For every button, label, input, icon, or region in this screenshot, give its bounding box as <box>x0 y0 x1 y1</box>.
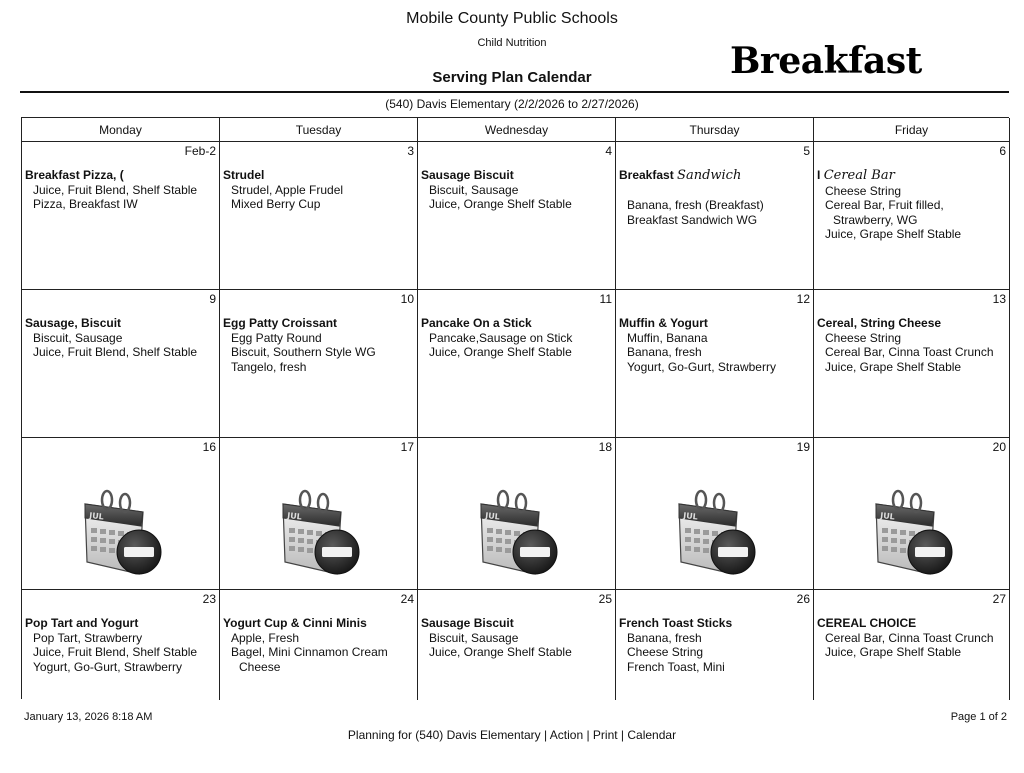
entree-name: Sausage Biscuit <box>421 616 514 630</box>
calendar-day-no-service <box>418 438 616 590</box>
calendar-closed-icon <box>79 472 163 578</box>
menu-item: Juice, Fruit Blend, Shelf Stable <box>33 345 198 359</box>
entree-name: CEREAL CHOICE <box>817 616 917 630</box>
calendar-day <box>22 590 220 700</box>
entree-name: Sausage, Biscuit <box>25 316 122 330</box>
day-number: 4 <box>605 144 612 158</box>
calendar-day <box>418 590 616 700</box>
calendar-closed-icon <box>277 472 361 578</box>
redaction-mark <box>124 170 182 181</box>
calendar-closed-icon <box>475 472 559 578</box>
handwritten-note: Cereal Bar <box>823 168 895 183</box>
menu-item: Strawberry, WG <box>833 212 918 227</box>
menu-item: Cereal Bar, Cinna Toast Crunch <box>825 345 994 359</box>
entree-name: Egg Patty Croissant <box>223 316 338 330</box>
weekday-header-monday: Monday <box>22 118 220 142</box>
day-number: 5 <box>803 144 810 158</box>
calendar-day <box>814 142 1010 290</box>
day-number: 23 <box>202 592 216 606</box>
day-number: 19 <box>796 440 810 454</box>
calendar-day <box>616 590 814 700</box>
menu-item: Apple, Fresh <box>231 630 300 645</box>
menu-item: Cheese String <box>627 645 704 659</box>
entree-name: Sausage Biscuit <box>421 168 514 182</box>
meal-type-label: Breakfast <box>730 40 922 82</box>
calendar-day <box>418 290 616 438</box>
entree-name: I Cereal Bar <box>817 168 895 183</box>
entree-name: Cereal, String Cheese <box>817 316 942 330</box>
menu-item: Banana, fresh <box>627 345 702 359</box>
calendar-day <box>220 290 418 438</box>
calendar-closed-icon <box>673 472 757 578</box>
entree-name: Breakfast Sandwich <box>619 168 742 183</box>
printed-timestamp: January 13, 2026 8:18 AM <box>24 711 153 723</box>
calendar-day <box>814 290 1010 438</box>
calendar-day-no-service <box>22 438 220 590</box>
weekday-header-friday: Friday <box>814 118 1010 142</box>
menu-item: Juice, Grape Shelf Stable <box>825 359 962 374</box>
weekday-header-thursday: Thursday <box>616 118 814 142</box>
page-indicator: Page 1 of 2 <box>950 711 1007 723</box>
day-number: 27 <box>992 592 1006 606</box>
calendar-day-no-service <box>220 438 418 590</box>
weekday-header-wednesday: Wednesday <box>418 118 616 142</box>
menu-item: Cereal Bar, Fruit filled, <box>825 198 944 212</box>
menu-item: Tangelo, fresh <box>231 359 307 374</box>
day-number: 6 <box>999 144 1006 158</box>
menu-item: Yogurt, Go-Gurt, Strawberry <box>627 359 776 374</box>
menu-item: Cheese String <box>825 183 902 198</box>
calendar-day <box>616 142 814 290</box>
entree-name: Yogurt Cup & Cinni Minis <box>223 616 367 630</box>
entree-name: French Toast Sticks <box>619 616 733 630</box>
serving-calendar <box>21 117 1009 699</box>
menu-item: Juice, Grape Shelf Stable <box>825 227 962 241</box>
menu-item: Cheese String <box>825 330 902 345</box>
menu-item: Cheese <box>239 659 281 674</box>
calendar-closed-icon <box>870 472 954 578</box>
menu-item: Juice, Orange Shelf Stable <box>429 345 572 359</box>
menu-item: Banana, fresh <box>627 630 702 645</box>
menu-item: Juice, Orange Shelf Stable <box>429 197 572 211</box>
day-number: 16 <box>202 440 216 454</box>
calendar-day <box>418 142 616 290</box>
entree-name: Pancake On a Stick <box>421 316 532 330</box>
department-name: Child Nutrition <box>477 37 547 49</box>
menu-item: Pizza, Breakfast IW <box>33 197 138 211</box>
entree-name: Breakfast Pizza, ( <box>25 168 217 183</box>
day-number: 12 <box>796 292 810 306</box>
calendar-day-no-service <box>814 438 1010 590</box>
entree-name: Muffin & Yogurt <box>619 316 708 330</box>
menu-item: French Toast, Mini <box>627 659 725 674</box>
menu-item: Bagel, Mini Cinnamon Cream <box>231 645 388 659</box>
menu-item: Juice, Fruit Blend, Shelf Stable <box>33 645 198 659</box>
menu-item: Egg Patty Round <box>231 330 322 345</box>
menu-item: Mixed Berry Cup <box>231 197 321 211</box>
blank-line <box>619 184 811 199</box>
title-divider <box>20 91 1009 93</box>
day-number: 18 <box>598 440 612 454</box>
entree-name: Pop Tart and Yogurt <box>25 616 139 630</box>
menu-item: Pancake,Sausage on Stick <box>429 330 573 345</box>
menu-item: Juice, Grape Shelf Stable <box>825 645 962 659</box>
day-number: 10 <box>400 292 414 306</box>
menu-item: Breakfast Sandwich WG <box>627 212 758 227</box>
calendar-day <box>616 290 814 438</box>
day-number: 13 <box>992 292 1006 306</box>
menu-item: Biscuit, Sausage <box>33 330 123 345</box>
calendar-day <box>22 142 220 290</box>
day-number: 17 <box>400 440 414 454</box>
entree-name: Strudel <box>223 168 265 182</box>
menu-item: Biscuit, Southern Style WG <box>231 345 376 359</box>
day-number: 3 <box>407 144 414 158</box>
calendar-day <box>22 290 220 438</box>
weekday-header-tuesday: Tuesday <box>220 118 418 142</box>
page-title: Serving Plan Calendar <box>432 69 592 86</box>
day-number: 24 <box>400 592 414 606</box>
organization-name: Mobile County Public Schools <box>406 10 618 27</box>
day-number: Feb-2 <box>184 144 216 158</box>
day-number: 25 <box>598 592 612 606</box>
calendar-day <box>220 590 418 700</box>
menu-item: Strudel, Apple Frudel <box>231 182 344 197</box>
day-number: 26 <box>796 592 810 606</box>
calendar-day-no-service <box>616 438 814 590</box>
school-date-range: (540) Davis Elementary (2/2/2026 to 2/27/2026) <box>385 97 639 111</box>
menu-item: Yogurt, Go-Gurt, Strawberry <box>33 659 182 674</box>
day-number: 9 <box>209 292 216 306</box>
calendar-day <box>814 590 1010 700</box>
footer-breadcrumb: Planning for (540) Davis Elementary | Action | Print | Calendar <box>347 728 677 742</box>
menu-item: Cereal Bar, Cinna Toast Crunch <box>825 630 994 645</box>
calendar-day <box>220 142 418 290</box>
day-number: 20 <box>992 440 1006 454</box>
menu-item: Biscuit, Sausage <box>429 630 519 645</box>
menu-item: Juice, Fruit Blend, Shelf Stable <box>33 182 198 197</box>
handwritten-note: Sandwich <box>677 168 742 183</box>
menu-item: Pop Tart, Strawberry <box>33 630 143 645</box>
day-number: 11 <box>599 292 612 306</box>
menu-item: Muffin, Banana <box>627 330 708 345</box>
menu-item: Biscuit, Sausage <box>429 182 519 197</box>
menu-item: Banana, fresh (Breakfast) <box>627 198 764 212</box>
menu-item: Juice, Orange Shelf Stable <box>429 645 572 659</box>
